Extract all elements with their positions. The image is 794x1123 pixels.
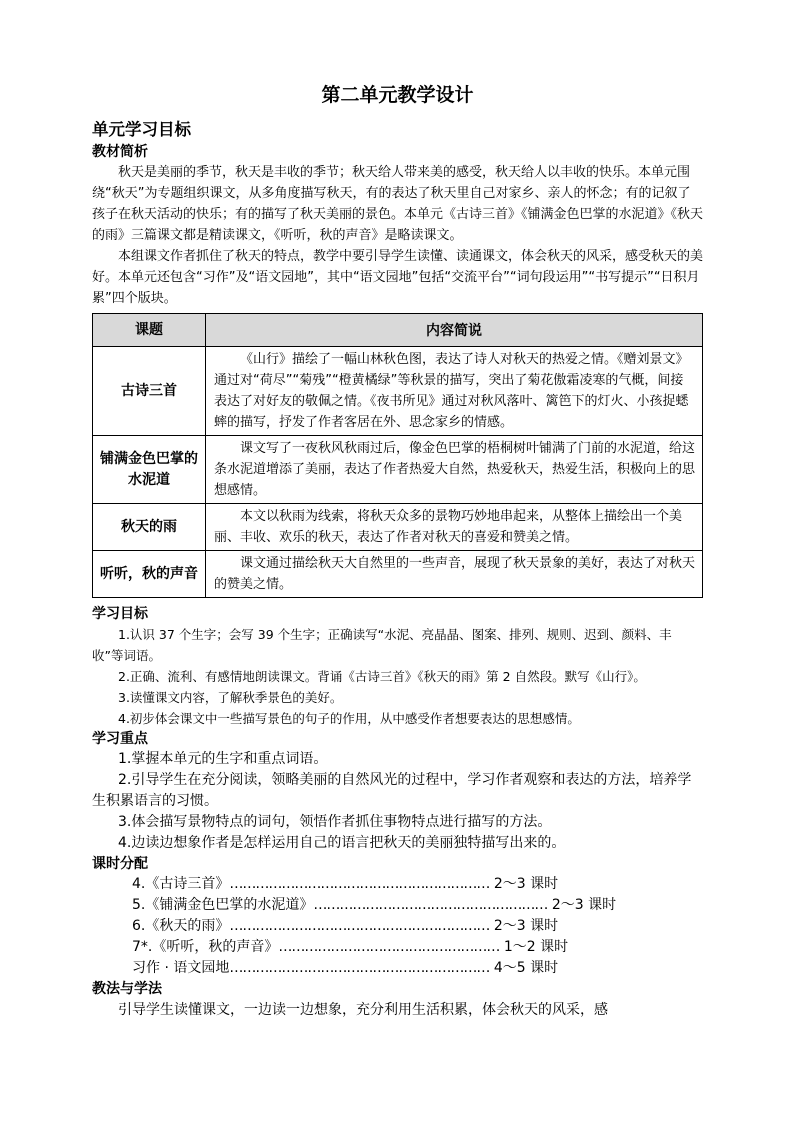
textbook-analysis-heading: 教材简析 (92, 144, 148, 160)
schedule-lesson: 7*.《听听，秋的声音》 (132, 939, 279, 955)
learning-goal-item: 1.认识 37 个生字；会写 39 个生字；正确读写“水泥、亮晶晶、图案、排列、规则、迟到、颜料、丰收”等词语。 (92, 627, 672, 663)
table-row (93, 504, 703, 551)
schedule-leader-dots: …………………………………………………… (229, 876, 490, 892)
page-title: 第二单元教学设计 (321, 84, 474, 106)
schedule-lesson: 6.《秋天的雨》 (132, 918, 230, 934)
table-header-row (93, 314, 703, 347)
schedule-hours: 2～3 课时 (493, 876, 559, 892)
schedule-item (92, 895, 703, 916)
schedule-item (92, 874, 703, 895)
learning-goals-heading: 学习目标 (92, 606, 148, 622)
schedule-hours: 4～5 课时 (493, 960, 559, 976)
learning-goal-item: 2.正确、流利、有感情地朗读课文。背诵《古诗三首》《秋天的雨》第 2 自然段。默写《山行》。 (118, 669, 646, 684)
key-point-item: 2.引导学生在充分阅读，领略美丽的自然风光的过程中，学习作者观察和表达的方法，培养学生积累语言的习惯。 (92, 772, 692, 809)
row-desc: 课文写了一夜秋风秋雨过后，像金色巴掌的梧桐树叶铺满了门前的水泥道，给这条水泥道增添了美丽，表达了作者热爱大自然，热爱秋天，热爱生活，积极向上的思想感情。 (206, 436, 703, 504)
table-header-desc: 内容简说 (206, 314, 703, 347)
lesson-table (92, 313, 703, 598)
table-row (93, 551, 703, 598)
row-desc: 本文以秋雨为线索，将秋天众多的景物巧妙地串起来，从整体上描绘出一个美丽、丰收、欢乐的秋天，表达了作者对秋天的喜爱和赞美之情。 (206, 504, 703, 551)
unit-goals-heading: 单元学习目标 (92, 120, 191, 139)
schedule-lesson: 5.《铺满金色巴掌的水泥道》 (132, 897, 314, 913)
learning-goal-item: 3.读懂课文内容，了解秋季景色的美好。 (118, 690, 343, 705)
schedule-heading: 课时分配 (92, 856, 148, 872)
schedule-leader-dots: …………………………………………… (278, 939, 500, 955)
row-title: 古诗三首 (93, 347, 206, 436)
method-heading: 教法与学法 (92, 981, 162, 997)
schedule-item (92, 937, 703, 958)
schedule-hours: 2～3 课时 (493, 918, 559, 934)
document-page (92, 82, 703, 1021)
schedule-lesson: 4.《古诗三首》 (132, 876, 230, 892)
learning-goal-item: 4.初步体会课文中一些描写景色的句子的作用，从中感受作者想要表达的思想感情。 (118, 711, 580, 726)
key-point-item: 1.掌握本单元的生字和重点词语。 (118, 751, 328, 767)
row-desc: 课文通过描绘秋天大自然里的一些声音，展现了秋天景象的美好，表达了对秋天的赞美之情。 (206, 551, 703, 598)
method-paragraph: 引导学生读懂课文，一边读一边想象，充分利用生活积累，体会秋天的风采，感 (118, 1002, 608, 1018)
schedule-leader-dots: …………………………………………………… (229, 918, 490, 934)
schedule-item (92, 916, 703, 937)
table-row (93, 347, 703, 436)
schedule-hours: 1～2 课时 (503, 939, 569, 955)
table-header-title: 课题 (93, 314, 206, 347)
key-point-item: 4.边读边想象作者是怎样运用自己的语言把秋天的美丽独特描写出来的。 (118, 835, 566, 851)
row-title: 秋天的雨 (93, 504, 206, 551)
key-points-heading: 学习重点 (92, 731, 148, 747)
row-title: 听听，秋的声音 (93, 551, 206, 598)
schedule-lesson: 习作 · 语文园地 (132, 960, 230, 976)
schedule-leader-dots: …………………………………………………… (229, 960, 490, 976)
row-title: 铺满金色巴掌的水泥道 (93, 436, 206, 504)
key-point-item: 3.体会描写景物特点的词句，领悟作者抓住事物特点进行描写的方法。 (118, 814, 552, 830)
analysis-paragraph: 本组课文作者抓住了秋天的特点，教学中要引导学生读懂、读通课文，体会秋天的风采，感受秋天的美好。本单元还包含“习作”及“语文园地”，其中“语文园地”包括“交流平台”“词句段运用”“书写提示”“日积月累”四个版块。 (92, 249, 704, 306)
schedule-hours: 2～3 课时 (551, 897, 617, 913)
analysis-paragraph: 秋天是美丽的季节，秋天是丰收的季节；秋天给人带来美的感受，秋天给人以丰收的快乐。本单元围绕“秋天”为专题组织课文，从多角度描写秋天，有的表达了秋天里自己对家乡、亲人的怀念；有的记叙了孩子在秋天活动的快乐；有的描写了秋天美丽的景色。本单元《古诗三首》《铺满金色巴掌的水泥道》《秋天的雨》三篇课文都是精读课文，《听听，秋的声音》是略读课文。 (92, 165, 704, 243)
schedule-item (92, 958, 703, 979)
schedule-leader-dots: ……………………………………………… (313, 897, 548, 913)
row-desc: 《山行》描绘了一幅山林秋色图，表达了诗人对秋天的热爱之情。《赠刘景文》通过对“荷尽”“菊残”“橙黄橘绿”等秋景的描写，突出了菊花傲霜凌寒的气概，间接表达了对好友的敬佩之情。《夜书所见》通过对秋风落叶、篱笆下的灯火、小孩捉蟋蟀的描写，抒发了作者客居在外、思念家乡的情感。 (206, 347, 703, 436)
table-row (93, 436, 703, 504)
